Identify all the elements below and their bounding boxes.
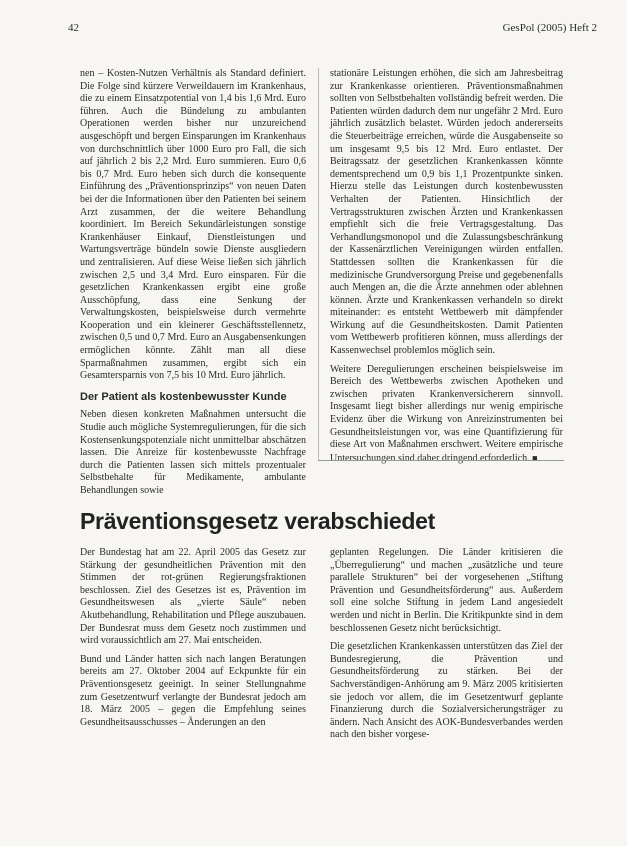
box-paragraph: nen – Kosten-Nutzen Verhältnis als Standard definiert. Die Folge sind kürzere Verweildauern im Krankenhaus, die zu einem Einsatzpotential von 1,4 bis 1,6 Mrd. Euro führen. Auch die Bündelung zu ambulanten Operationen werden bisher nur unzureichend ausgeschöpft und bergen Einsparungen im Krankenhaus von durchschnittlich über 1000 Euro pro Fall, die sich auf jährlich 2 bis 2,2 Mrd. Euro summieren. Euro 0,6 bis 0,7 Mrd. Euro heben sich durch die konsequente Einführung des „Präventionsprinzips“ von neuen Daten bei der die Informationen über den Patienten bei seinem Arzt zusammen, der die weitere Behandlung koordiniert. Im Bereich Sekundärleistungen sonstige Krankenhäuser Einkauf, Dienstleistungen und Wartungsverträge bündeln sowie Dienste ausgliedern und zentralisieren. Auf diese Weise ließen sich jährlich zwischen 2,5 und 3,4 Mrd. Euro einsparen. Für die gesetzlichen Krankenkassen ergibt eine große Ausschöpfung, dass eine Senkung der Verwaltungskosten, beispielsweise durch vermehrte Kooperation und ein kleinerer Geschäftsstellennetz, zwischen 0,5 und 0,7 Mrd. Euro an Ausgabensenkungen ermöglichen könnte. Zählt man all diese Sparmaßnahmen zusammen, ergibt sich ein Gesamtersparnis von 7,5 bis 10 Mrd. Euro jährlich.	[80, 68, 306, 382]
section-column-right	[330, 547, 563, 748]
box-column-left	[80, 68, 306, 504]
box-paragraph	[330, 364, 563, 466]
box-paragraph: stationäre Leistungen erhöhen, die sich am Jahresbeitrag zur Krankenkasse orientieren. Präventionsmaßnahmen sollten von Selbstbehalten vollständig befreit werden. Die Patienten würden dadurch dem nur ungefähr 2 Mrd. Euro jährlich zusätzlich belastet. Würden jedoch andererseits die Steuerbeiträge erreichen, würde die Ausgabenseite so um insgesamt 9,5 bis 12 Mrd. Euro entlastet. Der Beitragssatz der gesetzlichen Krankenkassen könnte dementsprechend um 0,9 bis 1,1 Prozentpunkte sinken. Hierzu stelle das Leistungen durch kostenbewussten Verhalten der Patienten. Hinsichtlich der Vertragsstrukturen zwischen Ärzten und Krankenkassen empfiehlt sich die freie Vertragsgestaltung. Das Verhandlungsmonopol und die Zulassungsbeschränkung der Kassenärztlichen Vereinigungen würden entfallen. Stattdessen sollten die Krankenkassen für die medizinische Grundversorgung Preise und gegebenenfalls auch Mengen an, die die Ärzte annehmen oder ablehnen können. Ärzte und Krankenkassen verhandeln so direkt miteinander: es entsteht Wettbewerb mit dämpfender Wirkung auf die Gesundheitskosten. Damit Patienten vom Wettbewerb profitieren können, muss allerdings der Kassenwechsel problemlos möglich sein.	[330, 68, 563, 357]
box-column-right	[330, 68, 563, 471]
box-paragraph: Neben diesen konkreten Maßnahmen untersucht die Studie auch mögliche Systemregulierungen, für die sich Kostensenkungspotenziale nicht unmittelbar abschätzen lassen. Die Anreize für kostenbewusste Nachfrage durch die Patienten lassen sich mittels prozentualer Selbstbehalte für Medikamente, ambulante Behandlungen sowie	[80, 409, 306, 496]
section-paragraph: Die gesetzlichen Krankenkassen unterstützen das Ziel der Bundesregierung, die Prävention und Gesundheitsförderung zu stärken. Bei der Sachverständigen-Anhörung am 9. März 2005 kritisierten sie jedoch vor allem, die im Gesetzentwurf geplante Finanzierung durch die Sozialversicherungsträger zu ändern. Nach Ansicht des AOK-Bundesverbandes werden nach den bisher vorgese-	[330, 641, 563, 741]
box-subheading: Der Patient als kostenbewusster Kunde	[80, 390, 287, 403]
page-header	[68, 22, 597, 38]
box-bottom-rule	[318, 460, 564, 461]
page-number: 42	[68, 22, 79, 34]
section-paragraph: Bund und Länder hatten sich nach langen Beratungen bereits am 27. Oktober 2004 auf Eckpunkte für ein Präventionsgesetz geeinigt. In seiner Stellungnahme zum Gesetzentwurf verlangte der Bundesrat jedoch am 18. März 2005 – gegen die Empfehlung seines Gesundheitsausschusses – Änderungen an den	[80, 653, 306, 728]
section-paragraph: Der Bundestag hat am 22. April 2005 das Gesetz zur Stärkung der gesundheitlichen Prävention mit den Stimmen der rot-grünen Regierungsfraktionen beschlossen. Ziel des Gesetzes ist es, Prävention im Gesundheitswesen als „vierte Säule“ neben Akutbehandlung, Rehabilitation und Pflege auszubauen. Der Bundesrat muss dem Gesetz noch zustimmen und wird voraussichtlich am 27. Mai entscheiden.	[80, 547, 306, 647]
box-paragraph-text: Weitere Deregulierungen erscheinen beispielsweise im Bereich des Wettbewerbs zwischen Apotheken und zwischen privaten Krankenversicherern sinnvoll. Insgesamt liegt bisher allerdings nur wenig empirische Evidenz über die Wirkung von Anreizinstrumenten bei Gesundheitsleistungen vor, was eine Quantifizierung für diese Art von Maßnahmen erschwert. Weitere empirische Untersuchungen sind daher dringend erforderlich.	[330, 363, 563, 464]
journal-title: GesPol (2005) Heft 2	[502, 22, 597, 34]
section-paragraph: geplanten Regelungen. Die Länder kritisieren die „Überregulierung“ und machen „zusätzliche und teure parallele Strukturen“ bei der vorgesehenen „Stiftung Prävention und Gesundheitsförderung“ aus. Außerdem soll eine solche Stiftung in jedem Land angesiedelt werden und nicht in Berlin. Die Kritikpunkte sind in dem beschlossenen Gesetz nicht berücksichtigt.	[330, 547, 563, 634]
section-column-left	[80, 547, 306, 735]
box-border	[318, 68, 319, 460]
end-mark: ■	[532, 452, 538, 463]
section-title: Präventionsgesetz verabschiedet	[80, 508, 436, 534]
